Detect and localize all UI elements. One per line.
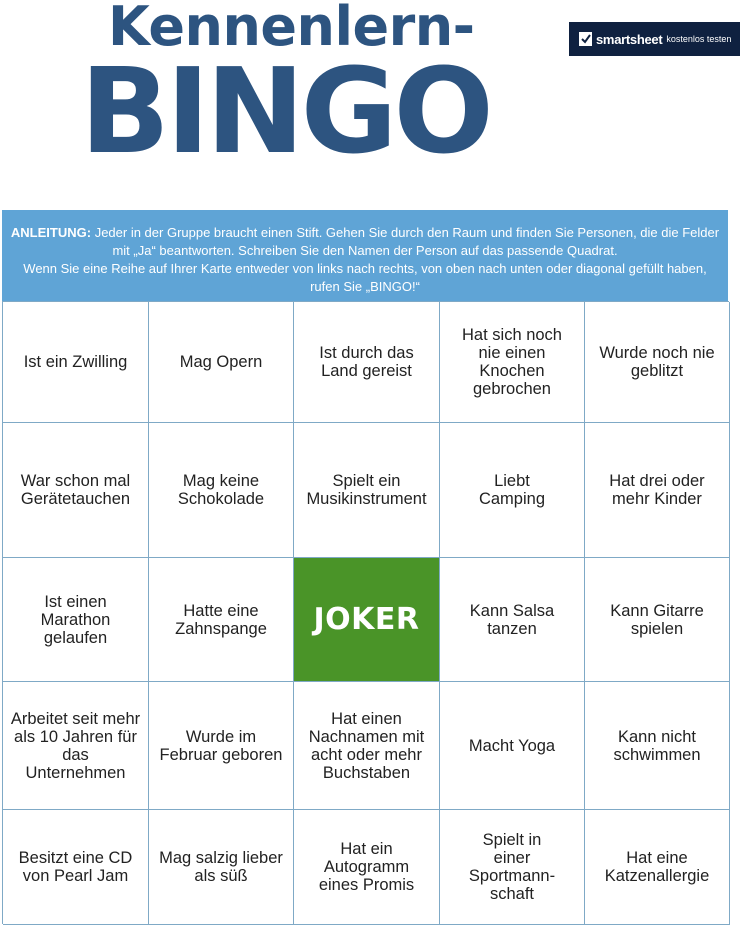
bingo-cell[interactable]: Ist einen Marathon gelaufen [3,558,149,682]
bingo-cell[interactable]: Mag Opern [149,302,294,423]
bingo-cell[interactable]: Hat drei oder mehr Kinder [585,423,730,558]
bingo-cell[interactable]: Besitzt eine CD von Pearl Jam [3,810,149,925]
bingo-cell[interactable]: Hat ein Autogramm eines Promis [294,810,440,925]
bingo-cell[interactable]: Hat sich noch nie einen Knochen gebrochen [440,302,585,423]
instructions-line1: Jeder in der Gruppe braucht einen Stift. Gehen Sie durch den Raum und finden Sie Personen, die die Felder mit „Ja“ beantworten. Schreiben Sie den Namen der Person auf das passende Quadrat. [91,225,720,258]
smartsheet-brand: smartsheet [596,31,663,47]
bingo-grid [2,301,729,924]
bingo-cell[interactable]: War schon mal Gerätetauchen [3,423,149,558]
joker-cell: JOKER [294,558,440,682]
bingo-cell[interactable]: Wurde noch nie geblitzt [585,302,730,423]
bingo-cell[interactable]: Liebt Camping [440,423,585,558]
bingo-cell[interactable]: Kann Gitarre spielen [585,558,730,682]
bingo-cell[interactable]: Spielt in einer Sportmann- schaft [440,810,585,925]
title-line1: Kennenlern- [108,0,475,58]
instructions-panel [2,210,728,302]
instructions-label: ANLEITUNG: [10,225,92,240]
bingo-cell[interactable]: Kann nicht schwimmen [585,682,730,810]
bingo-cell[interactable]: Ist durch das Land gereist [294,302,440,423]
trial-cta: kostenlos testen [666,34,732,44]
bingo-cell[interactable]: Macht Yoga [440,682,585,810]
title-line2: BINGO [80,42,490,180]
bingo-cell[interactable]: Hat eine Katzenallergie [585,810,730,925]
bingo-cell[interactable]: Wurde im Februar geboren [149,682,294,810]
instructions-line2: Wenn Sie eine Reihe auf Ihrer Karte entweder von links nach rechts, von oben nach unten oder diagonal gefüllt haben, rufen Sie „BINGO!“ [23,261,707,294]
bingo-cell[interactable]: Mag salzig lieber als süß [149,810,294,925]
bingo-cell[interactable]: Arbeitet seit mehr als 10 Jahren für das Unternehmen [3,682,149,810]
bingo-cell[interactable]: Kann Salsa tanzen [440,558,585,682]
bingo-cell[interactable]: Hatte eine Zahnspange [149,558,294,682]
bingo-cell[interactable]: Spielt ein Musikinstrument [294,423,440,558]
bingo-cell[interactable]: Ist ein Zwilling [3,302,149,423]
bingo-cell[interactable]: Hat einen Nachnamen mit acht oder mehr Buchstaben [294,682,440,810]
bingo-cell[interactable]: Mag keine Schokolade [149,423,294,558]
checkmark-icon [579,32,592,46]
smartsheet-trial-button[interactable] [569,22,740,56]
